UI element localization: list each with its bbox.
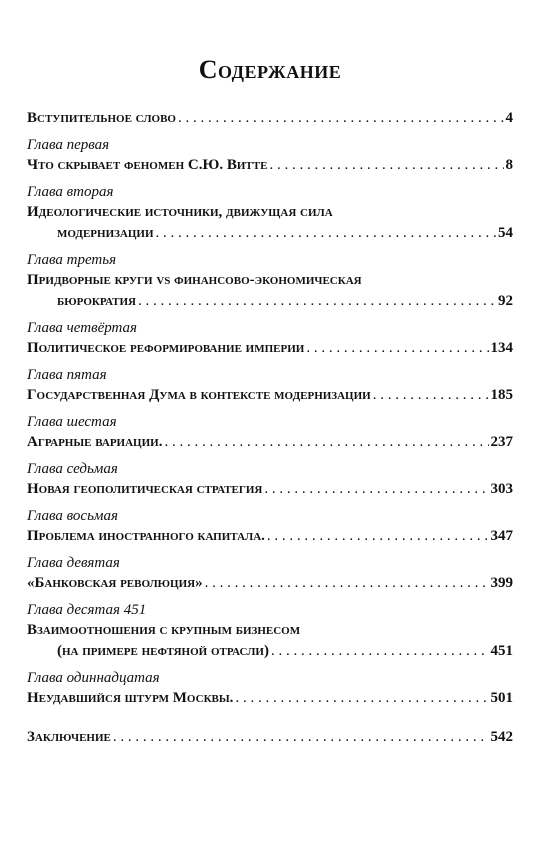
entry-title: Взаимоотношения с крупным бизнесом	[27, 622, 301, 638]
entry-line	[27, 338, 513, 359]
entry-line	[27, 620, 513, 641]
dot-leader	[156, 223, 496, 244]
chapter-label: Глава десятая 451	[27, 602, 147, 618]
dot-leader	[373, 385, 489, 406]
entry-line	[27, 573, 513, 594]
page-number: 542	[490, 729, 513, 745]
entry-line	[27, 526, 513, 547]
toc-entry-chapter	[27, 366, 513, 406]
chapter-list	[27, 136, 513, 709]
toc-entry-chapter	[27, 669, 513, 709]
toc-entry-chapter	[27, 319, 513, 359]
entry-title: (на примере нефтяной отрасли)	[57, 643, 269, 659]
page-number: 501	[490, 690, 513, 706]
page-number: 134	[490, 340, 513, 356]
chapter-label: Глава пятая	[27, 367, 107, 383]
chapter-label: Глава седьмая	[27, 461, 118, 477]
entry-title: Придворные круги vs финансово-экономическая	[27, 272, 362, 288]
entry-line	[27, 270, 513, 291]
entry-line	[27, 223, 513, 244]
entry-title: «Банковская революция»	[27, 575, 203, 591]
dot-leader	[178, 108, 504, 129]
toc-entry-chapter	[27, 251, 513, 312]
chapter-label: Глава вторая	[27, 184, 114, 200]
chapter-label: Глава четвёртая	[27, 320, 138, 336]
entry-title: Политическое реформирование империи	[27, 340, 305, 356]
dot-leader	[113, 727, 489, 748]
page-number: 347	[490, 528, 513, 544]
entry-title: бюрократия	[57, 293, 136, 309]
page-number: 303	[490, 481, 513, 497]
entry-title: Вступительное слово	[27, 110, 176, 126]
entry-line	[27, 155, 513, 176]
page-number: 8	[505, 157, 513, 173]
entry-title: Государственная Дума в контексте модернизации	[27, 387, 371, 403]
dot-leader	[267, 526, 489, 547]
chapter-label: Глава первая	[27, 137, 110, 153]
entry-title: Проблема иностранного капитала.	[27, 528, 265, 544]
toc-entry-intro	[27, 108, 513, 129]
page-title: Содержание	[198, 55, 342, 84]
toc-entry-chapter	[27, 601, 513, 662]
page-number: 92	[498, 293, 513, 309]
dot-leader	[164, 432, 488, 453]
entry-title: модернизации	[57, 225, 154, 241]
toc-entry-chapter	[27, 183, 513, 244]
dot-leader	[264, 479, 488, 500]
chapter-label: Глава одиннадцатая	[27, 670, 160, 686]
chapter-label: Глава шестая	[27, 414, 117, 430]
dot-leader	[235, 688, 488, 709]
toc-entry-chapter	[27, 413, 513, 453]
page-number: 54	[498, 225, 513, 241]
toc-entry-chapter	[27, 554, 513, 594]
page-number: 237	[490, 434, 513, 450]
dot-leader	[138, 291, 496, 312]
entry-title: Заключение	[27, 729, 111, 745]
entry-title: Новая геополитическая стратегия	[27, 481, 263, 497]
page-number: 451	[490, 643, 513, 659]
chapter-label: Глава третья	[27, 252, 117, 268]
chapter-label: Глава восьмая	[27, 508, 118, 524]
entry-title: Аграрные вариации.	[27, 434, 163, 450]
entry-title: Что скрывает феномен С.Ю. Витте	[27, 157, 268, 173]
dot-leader	[205, 573, 489, 594]
toc-entry-chapter	[27, 507, 513, 547]
chapter-label: Глава девятая	[27, 555, 120, 571]
page-number: 185	[490, 387, 513, 403]
entry-line	[27, 479, 513, 500]
dot-leader	[269, 155, 503, 176]
entry-line	[27, 432, 513, 453]
toc-entry-chapter	[27, 136, 513, 176]
entry-line	[27, 688, 513, 709]
page-number: 399	[490, 575, 513, 591]
toc-entry-conclusion	[27, 727, 513, 748]
entry-line	[27, 291, 513, 312]
entry-line	[27, 385, 513, 406]
dot-leader	[306, 338, 488, 359]
toc-entry-chapter	[27, 460, 513, 500]
entry-line	[27, 202, 513, 223]
entry-line	[27, 641, 513, 662]
entry-title: Идеологические источники, движущая сила	[27, 204, 333, 220]
table-of-contents	[27, 108, 513, 748]
entry-title: Неудавшийся штурм Москвы.	[27, 690, 234, 706]
page-number: 4	[505, 110, 513, 126]
dot-leader	[271, 641, 489, 662]
